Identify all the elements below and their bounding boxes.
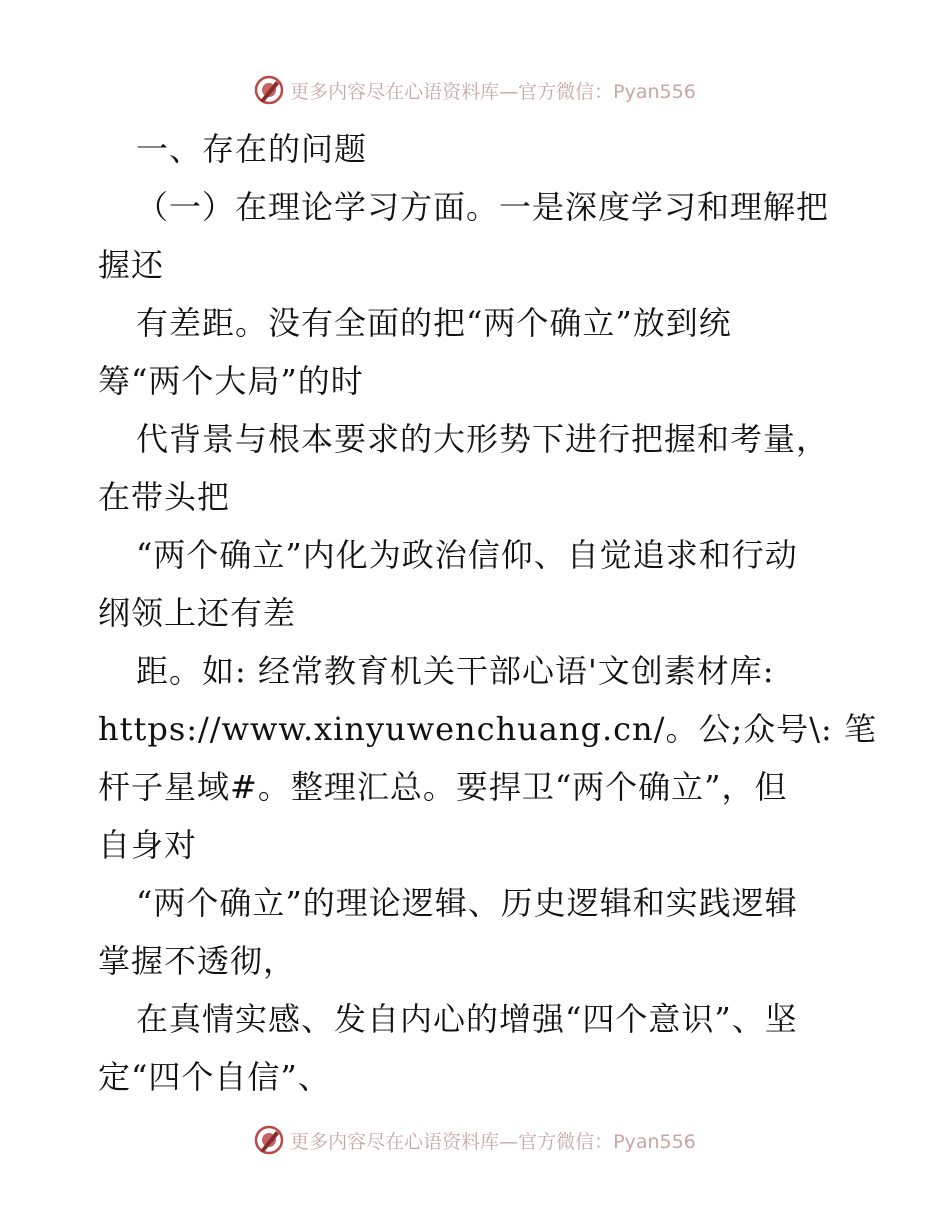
- paragraph-line: “两个确立”的理论逻辑、历史逻辑和实践逻辑: [136, 884, 798, 922]
- paragraph-line: 定“四个自信”、: [98, 1058, 331, 1096]
- header-watermark-banner: [0, 70, 950, 110]
- paragraph-line: 自身对: [98, 826, 198, 864]
- quill-logo-icon: [254, 75, 284, 105]
- quill-logo-icon: [254, 1125, 284, 1155]
- paragraph-line: 杆子星域#。整理汇总。要捍卫“两个确立”，但: [98, 768, 788, 806]
- paragraph-line: 握还: [98, 246, 165, 284]
- paragraph-line: 纲领上还有差: [98, 594, 297, 632]
- paragraph-line: 掌握不透彻，: [98, 942, 297, 980]
- paragraph-line: https://www.xinyuwenchuang.cn/。公;众号\: 笔: [98, 710, 877, 748]
- paragraph-line: “两个确立”内化为政治信仰、自觉追求和行动: [136, 536, 798, 574]
- document-body: [98, 120, 877, 1106]
- paragraph-line: 距。如: 经常教育机关干部心语'文创素材库:: [136, 652, 775, 690]
- header-watermark-text: 更多内容尽在心语资料库—官方微信：Pyan556: [290, 80, 696, 103]
- paragraph-line: 在真情实感、发自内心的增强“四个意识”、坚: [136, 1000, 798, 1038]
- paragraph-line: 有差距。没有全面的把“两个确立”放到统: [136, 304, 732, 342]
- paragraph-line: 在带头把: [98, 478, 231, 516]
- paragraph-line: 代背景与根本要求的大形势下进行把握和考量，: [136, 420, 830, 458]
- footer-watermark-text: 更多内容尽在心语资料库—官方微信：Pyan556: [290, 1130, 696, 1153]
- footer-watermark-banner: [0, 1120, 950, 1160]
- section-heading: 一、存在的问题: [136, 130, 368, 168]
- paragraph-line: （一）在理论学习方面。一是深度学习和理解把: [136, 188, 830, 226]
- paragraph-line: 筹“两个大局”的时: [98, 362, 364, 400]
